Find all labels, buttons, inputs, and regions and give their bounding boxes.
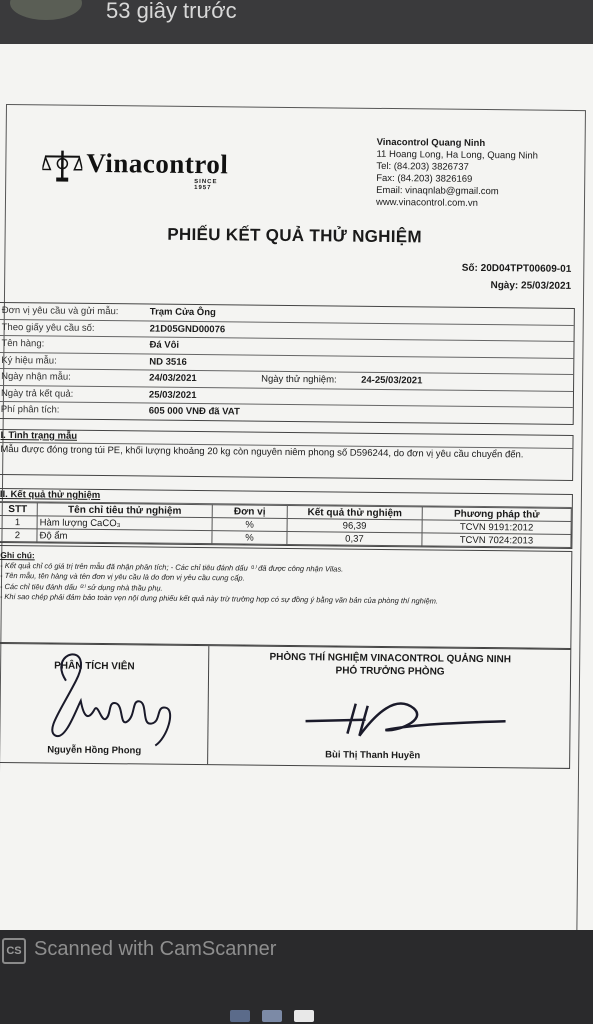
brand-name: Vinacontrol xyxy=(86,147,229,180)
deputy-signature xyxy=(295,683,516,745)
note-line: - Tên mẫu, tên hàng và tên đơn vị yêu cầu là do đơn vị yêu cầu cung cấp. xyxy=(0,570,245,583)
results-heading: II. Kết quả thử nghiệm xyxy=(0,489,572,508)
received-label: Ngày nhận mẫu: xyxy=(1,370,71,383)
sample-code-value: ND 3516 xyxy=(149,356,187,368)
requester-label: Đơn vị yêu cầu và gửi mẫu: xyxy=(1,304,119,318)
cell-name: Hàm lượng CaCO₃ xyxy=(37,516,212,531)
company-email: Email: vinaqnlab@gmail.com xyxy=(376,184,499,198)
cell-unit: % xyxy=(212,518,287,532)
company-name: Vinacontrol Quang Ninh xyxy=(376,136,486,150)
signature-section xyxy=(0,643,571,769)
cell-stt: 1 xyxy=(0,515,37,528)
test-date-label: Ngày thử nghiệm: xyxy=(261,373,337,386)
lab-title xyxy=(210,650,570,680)
lab-name: PHÒNG THÍ NGHIỆM VINACONTROL QUẢNG NINH xyxy=(269,651,511,666)
notification-time: 53 giây trước xyxy=(106,0,237,23)
camscanner-logo: CS xyxy=(2,938,26,964)
scales-icon xyxy=(42,147,82,183)
results-section xyxy=(0,488,573,549)
return-label: Ngày trả kết quả: xyxy=(0,387,74,400)
document-title: PHIẾU KẾT QUẢ THỬ NGHIỆM xyxy=(167,224,423,247)
vinacontrol-logo xyxy=(42,147,229,192)
requester-value: Trạm Cửa Ông xyxy=(149,306,216,319)
scanner-footer xyxy=(0,930,593,1024)
cell-stt: 2 xyxy=(0,528,37,541)
dock-thumbnail[interactable] xyxy=(262,1010,282,1022)
request-value: 21D05GND00076 xyxy=(149,323,226,335)
cell-unit: % xyxy=(212,531,287,545)
signature-divider xyxy=(207,646,209,764)
company-tel: Tel: (84.203) 3826737 xyxy=(376,160,469,173)
sample-status-heading: I. Tình trạng mẫu xyxy=(0,430,573,449)
note-line: - Các chỉ tiêu đánh dấu ⁽²⁾ sử dụng nhà thầu phụ. xyxy=(0,581,163,593)
deputy-role: PHÓ TRƯỞNG PHÒNG xyxy=(335,665,445,678)
sample-status-section xyxy=(0,429,574,481)
col-header: Đơn vị xyxy=(212,505,287,519)
fee-value: 605 000 VNĐ đã VAT xyxy=(148,405,240,418)
results-table xyxy=(0,502,572,548)
cell-method: TCVN 9191:2012 xyxy=(422,520,571,535)
dock-thumbnail[interactable] xyxy=(230,1010,250,1022)
cell-result: 0,37 xyxy=(287,531,422,545)
company-website: www.vinacontrol.com.vn xyxy=(375,196,478,209)
document-date: Ngày: 25/03/2021 xyxy=(490,280,572,292)
cell-result: 96,39 xyxy=(287,518,422,532)
company-address: 11 Hoang Long, Ha Long, Quang Ninh xyxy=(376,148,538,162)
note-line: - Khi sao chép phải đảm bảo toàn vẹn nội dung phiếu kết quả này trừ trường hợp có sự đồng ý bằng văn bản của phòng thí nghiệm. xyxy=(0,591,439,606)
deputy-name: Bùi Thị Thanh Huyền xyxy=(325,749,421,762)
return-value: 25/03/2021 xyxy=(148,389,197,401)
test-date-value: 24-25/03/2021 xyxy=(361,374,423,387)
cell-method: TCVN 7024:2013 xyxy=(422,533,571,548)
analyst-name: Nguyễn Hồng Phong xyxy=(47,744,142,757)
company-contact xyxy=(376,137,538,211)
document-meta xyxy=(462,260,572,295)
goods-label: Tên hàng: xyxy=(1,337,45,350)
sample-status-text: Mẫu được đóng trong túi PE, khối lượng khoảng 20 kg còn nguyên niêm phong số D596244, do đơn vị yêu cầu chuyển đến. xyxy=(0,443,524,461)
request-label: Theo giấy yêu cầu số: xyxy=(1,321,95,334)
note-line: - Kết quả chỉ có giá trị trên mẫu đã nhận phân tích; - Các chỉ tiêu đánh dấu ⁽¹⁾ đã được công nhận Vilas. xyxy=(0,560,344,574)
notes-section xyxy=(0,545,572,649)
col-header: Phương pháp thử xyxy=(422,507,571,522)
notes-heading: Ghi chú: xyxy=(0,549,35,561)
dock-thumbnail[interactable] xyxy=(294,1010,314,1022)
scanned-page xyxy=(0,44,593,930)
camscanner-text: Scanned with CamScanner xyxy=(34,938,277,960)
test-report-sheet xyxy=(0,104,586,964)
received-value: 24/03/2021 xyxy=(149,372,197,385)
company-fax: Fax: (84.203) 3826169 xyxy=(376,172,473,185)
sample-info-table xyxy=(0,302,575,425)
notification-bar xyxy=(0,0,593,46)
col-header: Tên chỉ tiêu thử nghiệm xyxy=(37,503,212,518)
col-header: Kết quả thử nghiệm xyxy=(287,505,422,519)
cell-name: Độ ẩm xyxy=(37,529,212,544)
col-header: STT xyxy=(0,502,37,515)
fee-label: Phí phân tích: xyxy=(0,403,60,416)
analyst-signature xyxy=(35,640,186,752)
analyst-role: PHÂN TÍCH VIÊN xyxy=(54,660,135,673)
goods-value: Đá Vôi xyxy=(149,339,180,351)
sender-avatar xyxy=(10,0,82,20)
sample-code-label: Ký hiệu mẫu: xyxy=(1,354,57,367)
document-number: Số: 20D04TPT00609-01 xyxy=(461,262,572,275)
brand-since: SINCE 1957 xyxy=(194,178,218,192)
